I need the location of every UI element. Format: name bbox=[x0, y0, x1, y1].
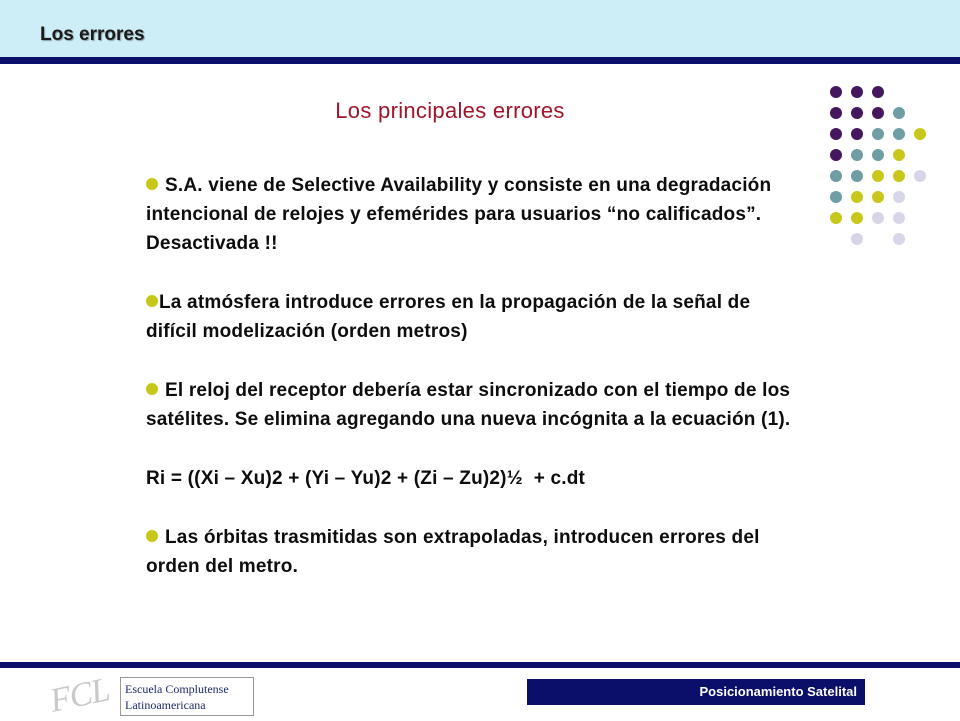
decor-dot bbox=[851, 170, 863, 182]
bullet-item-atmosphere bbox=[146, 288, 806, 346]
decor-dot bbox=[851, 149, 863, 161]
slide-section-title: Los errores bbox=[40, 24, 145, 45]
decor-dot bbox=[872, 128, 884, 140]
decor-dot bbox=[914, 128, 926, 140]
decor-dot bbox=[851, 212, 863, 224]
decor-dot bbox=[851, 128, 863, 140]
bullet-dot-icon bbox=[146, 295, 158, 307]
decor-dot bbox=[851, 191, 863, 203]
fcl-logo-mark: FCL bbox=[46, 671, 113, 720]
decor-dot bbox=[872, 212, 884, 224]
decor-dot bbox=[893, 212, 905, 224]
decor-dot bbox=[830, 86, 842, 98]
school-logo bbox=[46, 671, 254, 720]
slide-body bbox=[146, 171, 806, 611]
decor-dot bbox=[830, 191, 842, 203]
decor-dot bbox=[893, 128, 905, 140]
decor-dot bbox=[851, 233, 863, 245]
decor-dot bbox=[893, 191, 905, 203]
bullet-text: Las órbitas trasmitidas son extrapoladas, introducen errores del orden del metro. bbox=[146, 527, 760, 577]
decor-dot bbox=[893, 170, 905, 182]
decor-dot bbox=[872, 86, 884, 98]
range-formula: Ri = ((Xi – Xu)2 + (Yi – Yu)2 + (Zi – Zu)2)½ + c.dt bbox=[146, 468, 586, 489]
decor-dot bbox=[893, 233, 905, 245]
decor-dot bbox=[830, 212, 842, 224]
bullet-item-orbits bbox=[146, 523, 806, 581]
bullet-item-clock bbox=[146, 376, 806, 434]
decor-dot bbox=[872, 149, 884, 161]
header-divider bbox=[0, 57, 960, 64]
bullet-dot-icon bbox=[146, 178, 158, 190]
bullet-dot-icon bbox=[146, 530, 158, 542]
logo-name-line2: Latinoamericana bbox=[125, 698, 206, 712]
decor-dot bbox=[851, 86, 863, 98]
slide-title: Los principales errores bbox=[335, 98, 565, 123]
bullet-text: S.A. viene de Selective Availability y consiste en una degradación intencional de relojes y efemérides para usuarios “no calificados”. Desactivada !! bbox=[146, 175, 772, 254]
decor-dot bbox=[872, 170, 884, 182]
decor-dot bbox=[893, 149, 905, 161]
decor-dot bbox=[830, 149, 842, 161]
bullet-text: La atmósfera introduce errores en la propagación de la señal de difícil modelización (orden metros) bbox=[146, 292, 751, 342]
bullet-text: El reloj del receptor debería estar sincronizado con el tiempo de los satélites. Se elimina agregando una nueva incógnita a la ecuación (1). bbox=[146, 380, 791, 430]
logo-name-line1: Escuela Complutense bbox=[125, 682, 229, 696]
decor-dot bbox=[830, 170, 842, 182]
bullet-dot-icon bbox=[146, 383, 158, 395]
logo-text-frame bbox=[120, 677, 254, 716]
decor-dot bbox=[872, 191, 884, 203]
decor-dot bbox=[830, 128, 842, 140]
footer-divider bbox=[0, 662, 960, 668]
decor-dot bbox=[914, 170, 926, 182]
course-label: Posicionamiento Satelital bbox=[527, 679, 865, 705]
bullet-item-sa bbox=[146, 171, 806, 258]
